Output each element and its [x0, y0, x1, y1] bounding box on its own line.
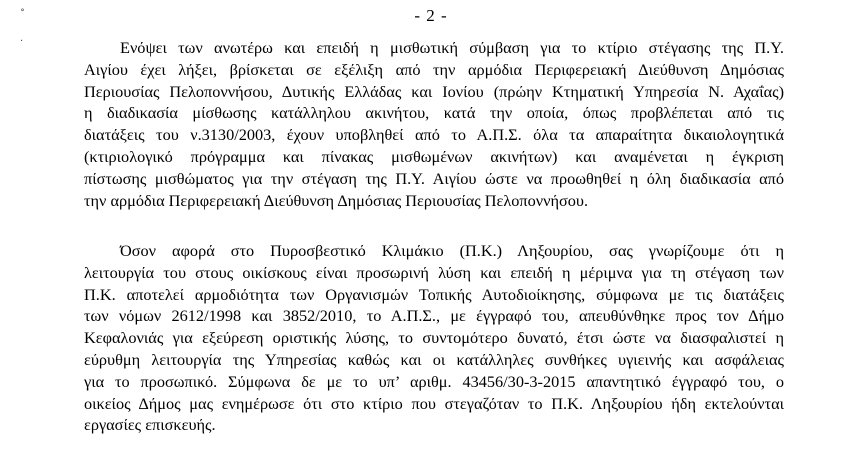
- text-line: η διαδικασία μίσθωσης κατάλληλου ακινήτου, κατά την οποία, όπως προβλέπεται από τις: [84, 103, 784, 123]
- text-line: Περιουσίας Πελοποννήσου, Δυτικής Ελλάδας και Ιονίου (πρώην Κτηματική Υπηρεσία Ν. Αχαΐας): [84, 81, 784, 101]
- scan-mark: ·: [20, 36, 24, 47]
- text-line: Αιγίου έχει λήξει, βρίσκεται σε εξέλιξη από την αρμόδια Περιφερειακή Διεύθυνση Δημόσιας: [84, 59, 784, 79]
- paragraph-fire-station-lixouri: [84, 240, 784, 436]
- text-line: εύρυθμη λειτουργία της Υπηρεσίας καθώς και οι κατάλληλες συνθήκες υγιεινής και ασφάλειας: [84, 349, 784, 369]
- text-line: Όσον αφορά στο Πυροσβεστικό Κλιμάκιο (Π.Κ.) Ληξουρίου, σας γνωρίζουμε ότι η: [120, 241, 784, 260]
- text-line: οικείος Δήμος μας ενημέρωσε ότι στο κτίριο που στεγαζόταν το Π.Κ. Ληξουρίου ήδη εκτελούνται: [84, 393, 784, 413]
- scan-mark: ˚: [20, 9, 25, 20]
- text-line: των νόμων 2612/1998 και 3852/2010, το Α.Π.Σ., με έγγραφό του, απευθύνθηκε προς τον Δήμο: [84, 306, 784, 326]
- text-line: διατάξεις του ν.3130/2003, έχουν υποβληθεί από το Α.Π.Σ. όλα τα απαραίτητα δικαιολογητικά: [84, 125, 784, 145]
- text-line: (κτιριολογικό πρόγραμμα και πίνακας μισθωμένων ακινήτων) και αναμένεται η έγκριση: [84, 146, 784, 166]
- text-line: για το προσωπικό. Σύμφωνα δε με το υπ’ αριθμ. 43456/30-3-2015 απαντητικό έγγραφό του, ο: [84, 371, 784, 391]
- text-line: την αρμόδια Περιφερειακή Διεύθυνση Δημόσιας Περιουσίας Πελοποννήσου.: [84, 190, 589, 210]
- text-line: Ενόψει των ανωτέρω και επειδή η μισθωτική σύμβαση για το κτίριο στέγασης της Π.Υ.: [120, 38, 784, 57]
- text-line: λειτουργία του στους οικίσκους είναι προσωρινή λύση και επειδή η μέριμνα για τη στέγαση των: [84, 262, 784, 282]
- text-line: εργασίες επισκευής.: [84, 415, 216, 435]
- text-line: Π.Κ. αποτελεί αρμοδιότητα των Οργανισμών Τοπικής Αυτοδιοίκησης, σύμφωνα με τις διατάξεις: [84, 284, 784, 304]
- text-line: πίστωσης μισθώματος για την στέγαση της Π.Υ. Αιγίου ώστε να προωθηθεί η όλη διαδικασία από: [84, 168, 784, 188]
- page-number: - 2 -: [414, 6, 448, 25]
- text-line: Κεφαλονιάς για εξεύρεση οριστικής λύσης, το συντομότερο δυνατό, έτσι ώστε να διασφαλιστεί η: [84, 328, 784, 348]
- paragraph-building-lease: [84, 37, 784, 211]
